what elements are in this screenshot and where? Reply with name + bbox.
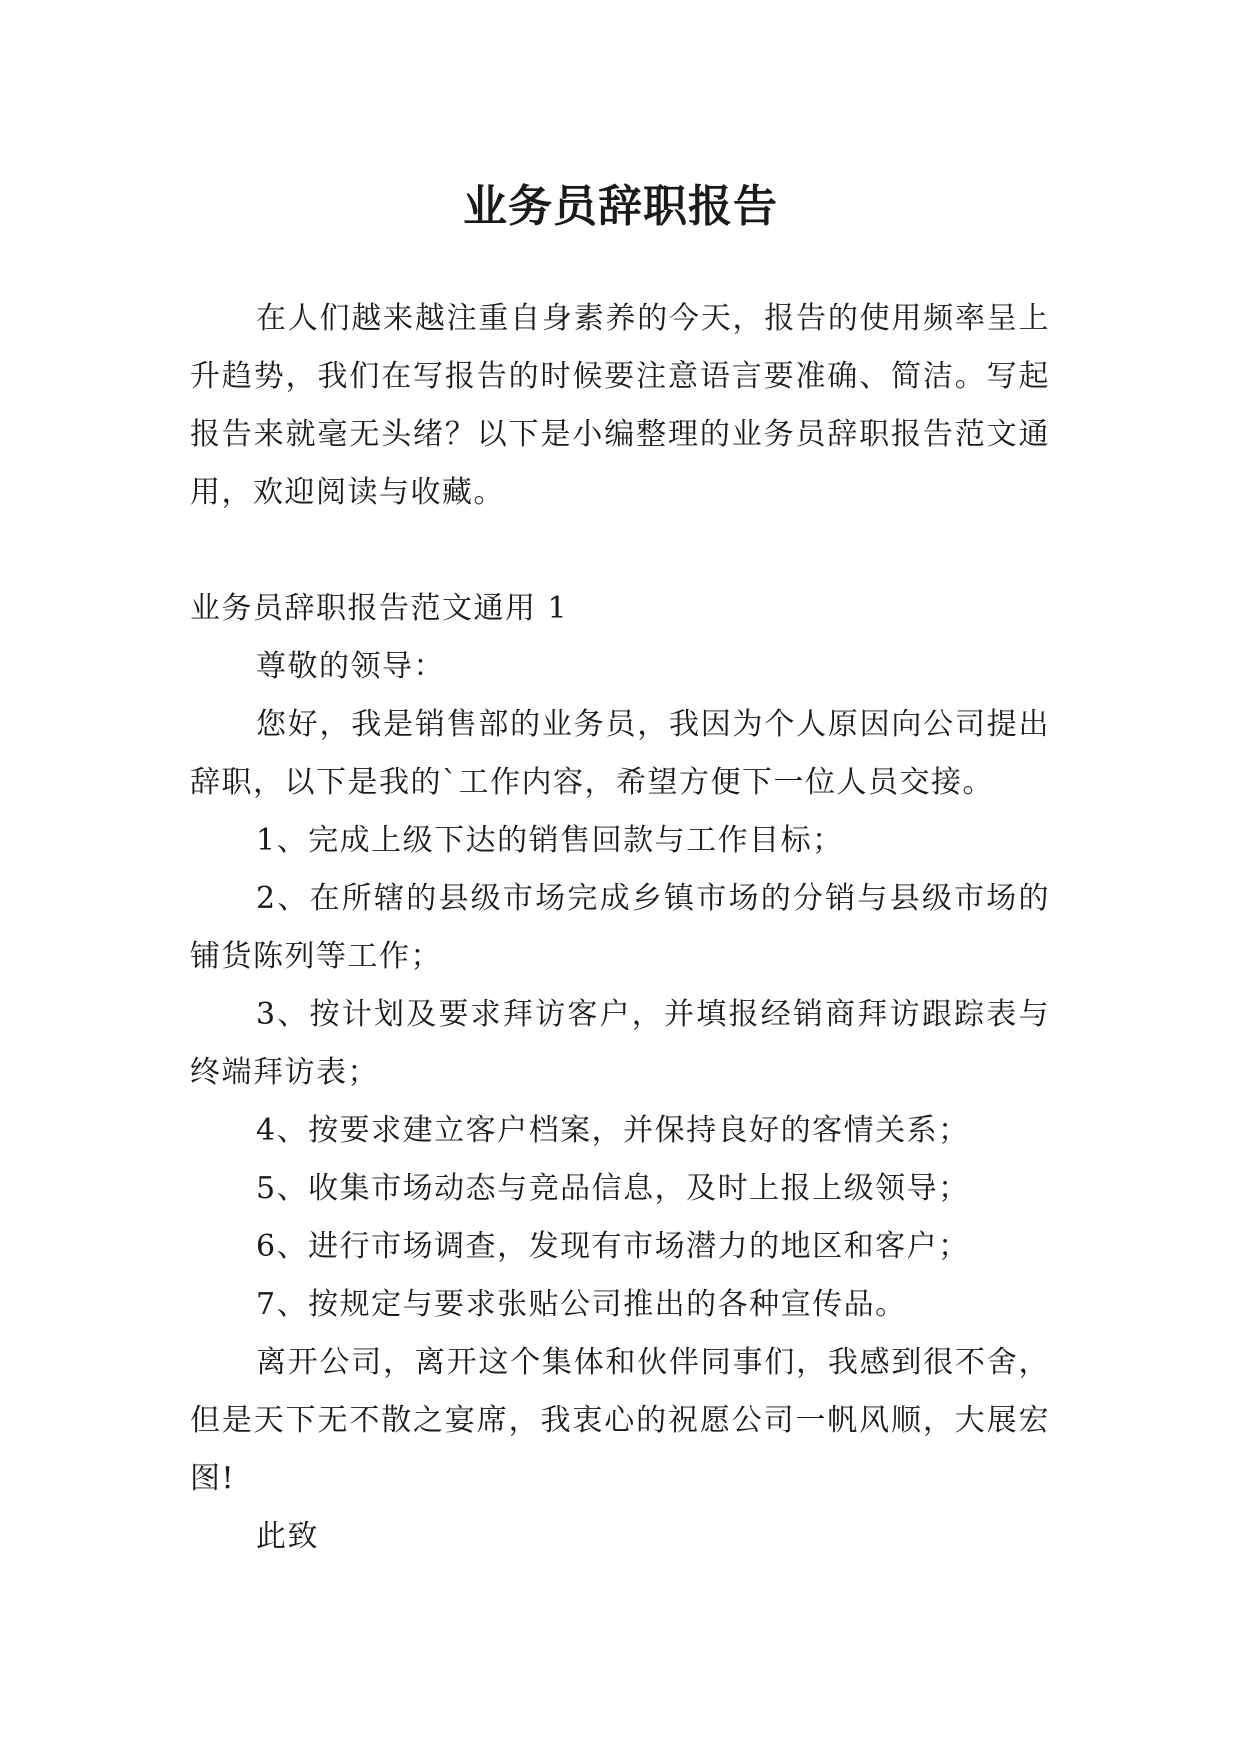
paragraph-gap	[190, 522, 1050, 580]
sign-off: 此致	[256, 1519, 319, 1554]
intro-paragraph: 在人们越来越注重自身素养的今天，报告的使用频率呈上升趋势，我们在写报告的时候要注意语言要准确、简洁。写起报告来就毫无头绪？以下是小编整理的业务员辞职报告范文通用，欢迎阅读与收藏。	[190, 301, 1050, 510]
list-item: 2、在所辖的县级市场完成乡镇市场的分销与县级市场的铺货陈列等工作；	[190, 881, 1050, 974]
salutation: 尊敬的领导：	[256, 649, 445, 684]
list-item: 7、按规定与要求张贴公司推出的各种宣传品。	[256, 1287, 907, 1322]
closing-paragraph: 离开公司，离开这个集体和伙伴同事们，我感到很不舍，但是天下无不散之宴席，我衷心的祝愿公司一帆风顺，大展宏图!	[190, 1345, 1050, 1496]
document-title: 业务员辞职报告	[463, 181, 778, 233]
list-item: 1、完成上级下达的销售回款与工作目标；	[256, 823, 844, 858]
opening-paragraph: 您好，我是销售部的业务员，我因为个人原因向公司提出辞职，以下是我的`工作内容，希望方便下一位人员交接。	[190, 707, 1050, 800]
list-item: 4、按要求建立客户档案，并保持良好的客情关系；	[256, 1113, 970, 1148]
list-item: 6、进行市场调查，发现有市场潜力的地区和客户；	[256, 1229, 970, 1264]
list-item: 3、按计划及要求拜访客户，并填报经销商拜访跟踪表与终端拜访表；	[190, 997, 1050, 1090]
document-body	[190, 290, 1050, 1566]
list-item: 5、收集市场动态与竞品信息，及时上报上级领导；	[256, 1171, 970, 1206]
section-heading: 业务员辞职报告范文通用 1	[190, 591, 569, 626]
